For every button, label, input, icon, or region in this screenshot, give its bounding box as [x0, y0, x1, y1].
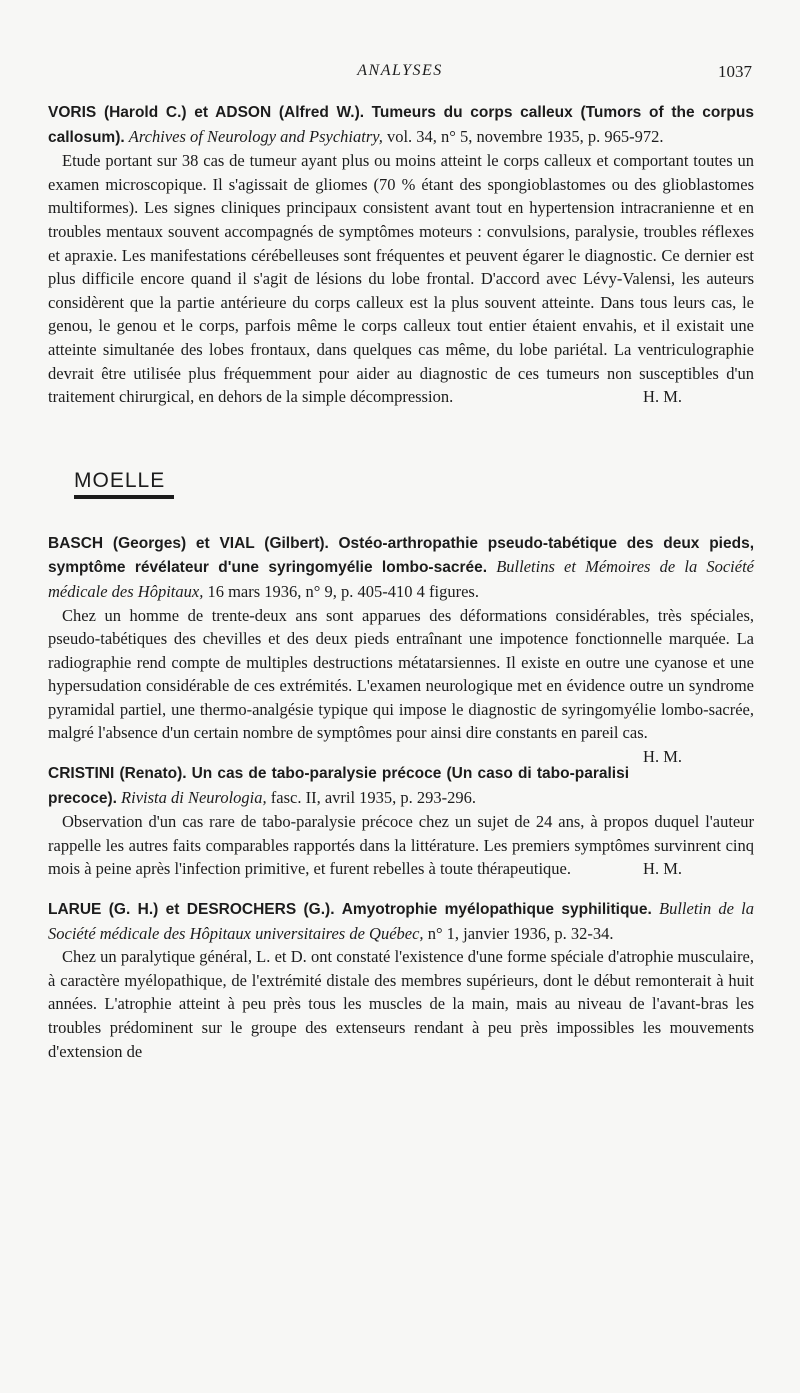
reference — [48, 531, 754, 604]
entry-authors: VORIS (Harold C.) et ADSON (Alfred W.). — [48, 104, 365, 121]
review-entry — [48, 761, 754, 881]
entry-initials: H. M. — [643, 747, 682, 767]
entry-summary: Chez un paralytique général, L. et D. ont constaté l'existence d'une forme spéciale d'atrophie musculaire, à caractère myélopathique, de l'extrémité distale des membres supérieurs, dont le début remonterait à huit années. L'atrophie atteint à peu près tous les muscles de la main, mais au niveau de l'avant-bras les troubles prédominent sur le groupe des extenseurs rendant à peu près impossibles les mouvements d'extension de — [48, 947, 754, 1061]
entry-authors: CRISTINI (Renato). — [48, 765, 187, 783]
reference — [48, 100, 754, 149]
entry-citation: 16 mars 1936, n° 9, p. 405-410 4 figures. — [207, 581, 479, 601]
page-number: 1037 — [718, 62, 752, 81]
entry-authors: BASCH (Georges) et VIAL (Gilbert). — [48, 534, 329, 552]
entry-citation: vol. 34, n° 5, novembre 1935, p. 965-972. — [386, 126, 664, 146]
review-entry — [48, 100, 754, 409]
entry-citation: n° 1, janvier 1936, p. 32-34. — [427, 923, 614, 943]
page-header — [48, 62, 752, 86]
entry-title: Amyotrophie myélopathique syphilitique. — [341, 901, 652, 919]
section-underline — [74, 495, 174, 499]
running-title: ANALYSES — [357, 62, 443, 79]
entry-authors: LARUE (G. H.) et DESROCHERS (G.). — [48, 901, 335, 919]
entry-initials: H. M. — [643, 387, 682, 407]
entry-summary: Chez un homme de trente-deux ans sont apparues des déformations considérables, très spéciales, pseudo-tabétiques des chevilles et des deux pieds entraînant une impotence fonctionnelle marquée. La radiographie rend compte de multiples destructions métatarsiennes. Il existe en outre une cyanose et une hypersudation considérable de ces extrémités. L'examen neurologique met en évidence outre un syndrome pyramidal partiel, une thermo-analgésie typique qui impose le diagnostic de syringomyélie lombo-sacrée, malgré l'absence d'un certain nombre de symptômes pour ainsi dire constants en pareil cas. H. M. — [48, 604, 754, 746]
entry-summary: Etude portant sur 38 cas de tumeur ayant plus ou moins atteint le corps calleux et comportant toutes un examen microscopique. Il s'agissait de gliomes (70 % étant des spongioblastomes ou des glioblastomes multiformes). Les signes cliniques principaux consistent avant tout en hypertension intracranienne et en troubles mentaux souvent accompagnés de symptômes moteurs : convulsions, paralysie, troubles réflexes et apraxie. Les manifestations cérébelleuses sont fréquentes et peuvent égarer le diagnostic. Ce dernier est plus difficile encore quand il s'agit de lésions du lobe frontal. D'accord avec Lévy-Valensi, les auteurs considèrent que la partie antérieure du corps calleux est la plus souvent atteinte. Dans tous leurs cas, le genou, le genou et le corps, parfois même le corps calleux tout entier étaient envahis, et il existait une atteinte simultanée des lobes frontaux, dans quelques cas même, du lobe pariétal. La ventriculographie devrait être utilisée plus fréquemment pour aider au diagnostic de ces tumeurs non susceptibles d'un traitement chirurgical, en dehors de la simple décompression. H. M. — [48, 149, 754, 409]
review-entry — [48, 531, 754, 767]
reference — [48, 897, 754, 945]
entry-journal: Bulletin de la Société médicale des Hôpitaux universitaires de Québec, — [48, 899, 754, 943]
entry-summary: Observation d'un cas rare de tabo-paralysie précoce chez un sujet de 24 ans, à propos duquel l'auteur rappelle les autres faits comparables rapportés dans la littérature. Les premiers symptômes survinrent cinq mois à peine après l'infection primitive, et furent rebelles à toute thérapeutique. H. M. — [48, 810, 754, 881]
review-entry — [48, 897, 754, 1063]
entry-journal: Archives of Neurology and Psychiatry, — [128, 126, 383, 146]
entry-initials: H. M. — [643, 859, 682, 879]
entry-journal: Bulletins et Mémoires de la Société médicale des Hôpitaux, — [48, 557, 754, 601]
entry-journal: Rivista di Neurologia, — [121, 787, 267, 807]
section-heading: MOELLE — [74, 468, 166, 492]
entry-title: Ostéo-arthropathie pseudo-tabétique des deux pieds, symptôme révélateur d'une syringomyélie lombo-sacrée. — [48, 534, 754, 577]
article-body — [48, 100, 754, 1079]
entry-citation: fasc. II, avril 1935, p. 293-296. — [270, 787, 477, 807]
entry-title: Un cas de tabo-paralysie précoce (Un caso di tabo-paralisi precoce). — [48, 765, 630, 807]
entry-title: Tumeurs du corps calleux (Tumors of the corpus callosum). — [48, 104, 754, 146]
